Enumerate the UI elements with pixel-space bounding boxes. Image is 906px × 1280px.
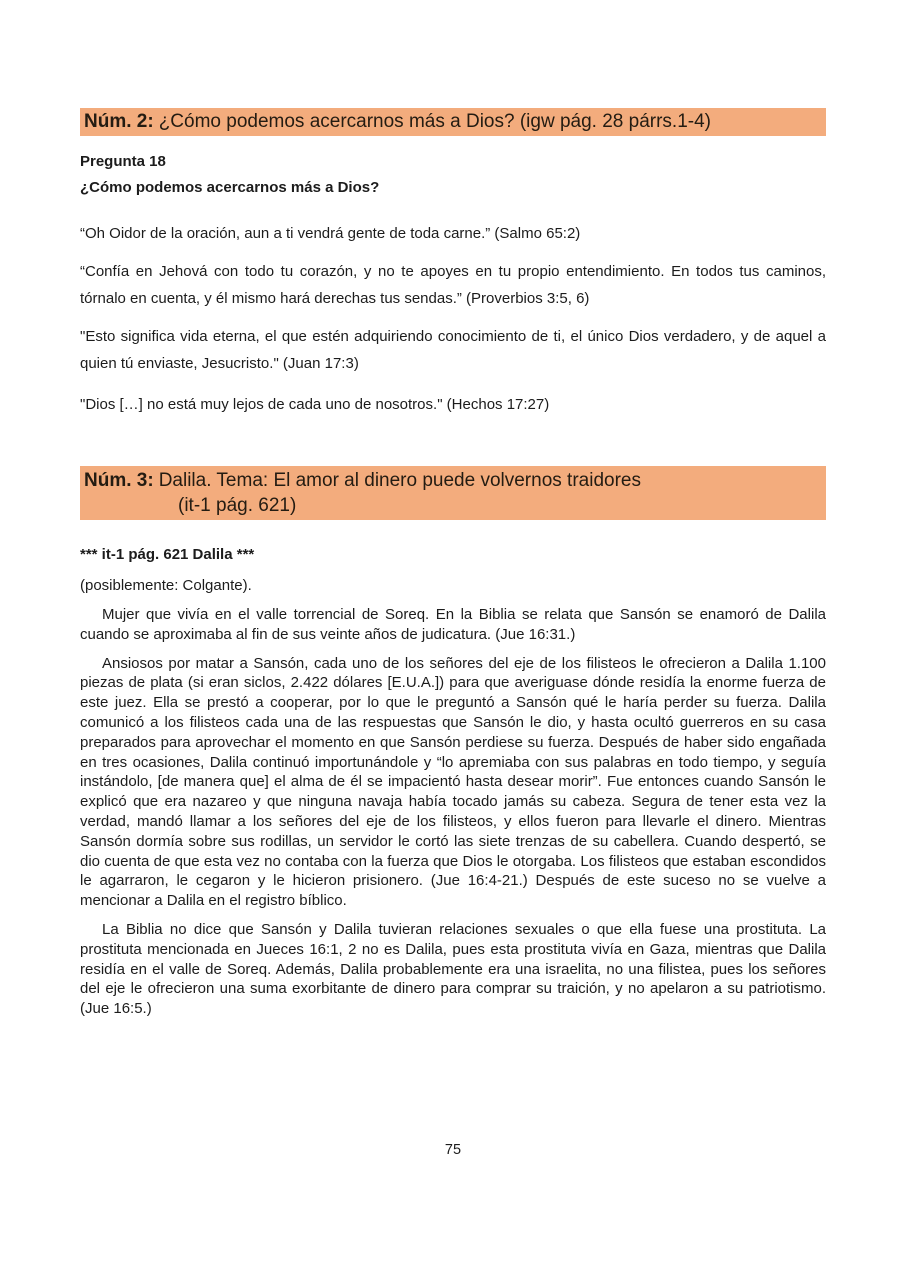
scripture-quote-proverbios: “Confía en Jehová con todo tu corazón, y no te apoyes en tu propio entendimiento. En todos tus caminos, tórnalo en cuenta, y él mismo hará derechas tus sendas.” (Proverbios 3:5, 6) (80, 263, 826, 307)
scripture-quote-hechos: "Dios […] no está muy lejos de cada uno de nosotros." (Hechos 17:27) (80, 396, 550, 413)
paragraph-dalila-intro: Mujer que vivía en el valle torrencial de Soreq. En la Biblia se relata que Sansón se enamoró de Dalila cuando se aproximaba al fin de sus veinte años de judicatura. (Jue 16:31.) (80, 606, 826, 643)
section-2-highlight-bar (80, 108, 826, 136)
section-3-number: Núm. 3: (84, 470, 154, 491)
section-3-title: Dalila. Tema: El amor al dinero puede volvernos traidores (158, 470, 641, 491)
scripture-quote-salmo: “Oh Oidor de la oración, aun a ti vendrá gente de toda carne.” (Salmo 65:2) (80, 225, 581, 242)
question-title: ¿Cómo podemos acercarnos más a Dios? (80, 179, 380, 196)
etymology-note: (posiblemente: Colgante). (80, 577, 252, 594)
page-number: 75 (444, 1142, 462, 1158)
section-2-number: Núm. 2: (84, 111, 154, 132)
document-content (80, 0, 826, 1019)
paragraph-dalila-identity: La Biblia no dice que Sansón y Dalila tuvieran relaciones sexuales o que ella fuese una prostituta. La prostituta mencionada en Jueces 16:1, 2 no es Dalila, pues esta prostituta vivía en Gaza, mientras que Dalila residía en el valle de Soreq. Además, Dalila probablemente era una israelita, no una filistea, pues los señores del eje le ofrecieron una suma exorbitante de dinero para comprar su traición, y no apelaron a su patriotismo. (Jue 16:5.) (80, 920, 826, 1018)
paragraph-dalila-betrayal: Ansiosos por matar a Sansón, cada uno de los señores del eje de los filisteos le ofrecieron a Dalila 1.100 piezas de plata (si eran siclos, 2.422 dólares [E.U.A.]) para que averiguase dónde residía la enorme fuerza de este juez. Ella se prestó a cooperar, por lo que le preguntó a Sansón qué le haría perder su fuerza. Dalila comunicó a los filisteos cada una de las respuestas que Sansón le dio, y hasta ocultó guerreros en su casa preparados para aprovechar el momento en que Sansón perdiese su fuerza. Después de haber sido engañada en tres ocasiones, Dalila continuó importunándole y “lo apremiaba con sus palabras en todo tiempo, y seguía instándolo, [de manera que] el alma de él se impacientó hasta desear morir”. Fue entonces cuando Sansón le explicó que era nazareo y que ninguna navaja había tocado jamás su cabeza. Segura de tener esta vez la verdad, mandó llamar a los señores del eje de los filisteos, y ellos fueron para llevarle el dinero. Mientras Sansón dormía sobre sus rodillas, un servidor le cortó las siete trenzas de su cabellera. Cuando despertó, se dio cuenta de que esta vez no contaba con la fuerza que Dios le otorgaba. Los filisteos que estaban escondidos le agarraron, le cegaron y le hicieron prisionero. (Jue 16:4-21.) Después de este suceso no se vuelve a mencionar a Dalila en el registro bíblico. (80, 654, 826, 910)
section-3-title-line2: (it-1 pág. 621) (178, 495, 297, 516)
question-label: Pregunta 18 (80, 153, 166, 170)
it1-reference-heading: *** it-1 pág. 621 Dalila *** (80, 546, 255, 563)
section-3-highlight-bar (80, 466, 826, 520)
section-2-title: ¿Cómo podemos acercarnos más a Dios? (igw pág. 28 párrs.1-4) (158, 111, 711, 132)
scripture-quote-juan: "Esto significa vida eterna, el que estén adquiriendo conocimiento de ti, el único Dios verdadero, y de aquel a quien tú enviaste, Jesucristo." (Juan 17:3) (80, 328, 826, 372)
section-3-title-line1 (84, 468, 822, 493)
